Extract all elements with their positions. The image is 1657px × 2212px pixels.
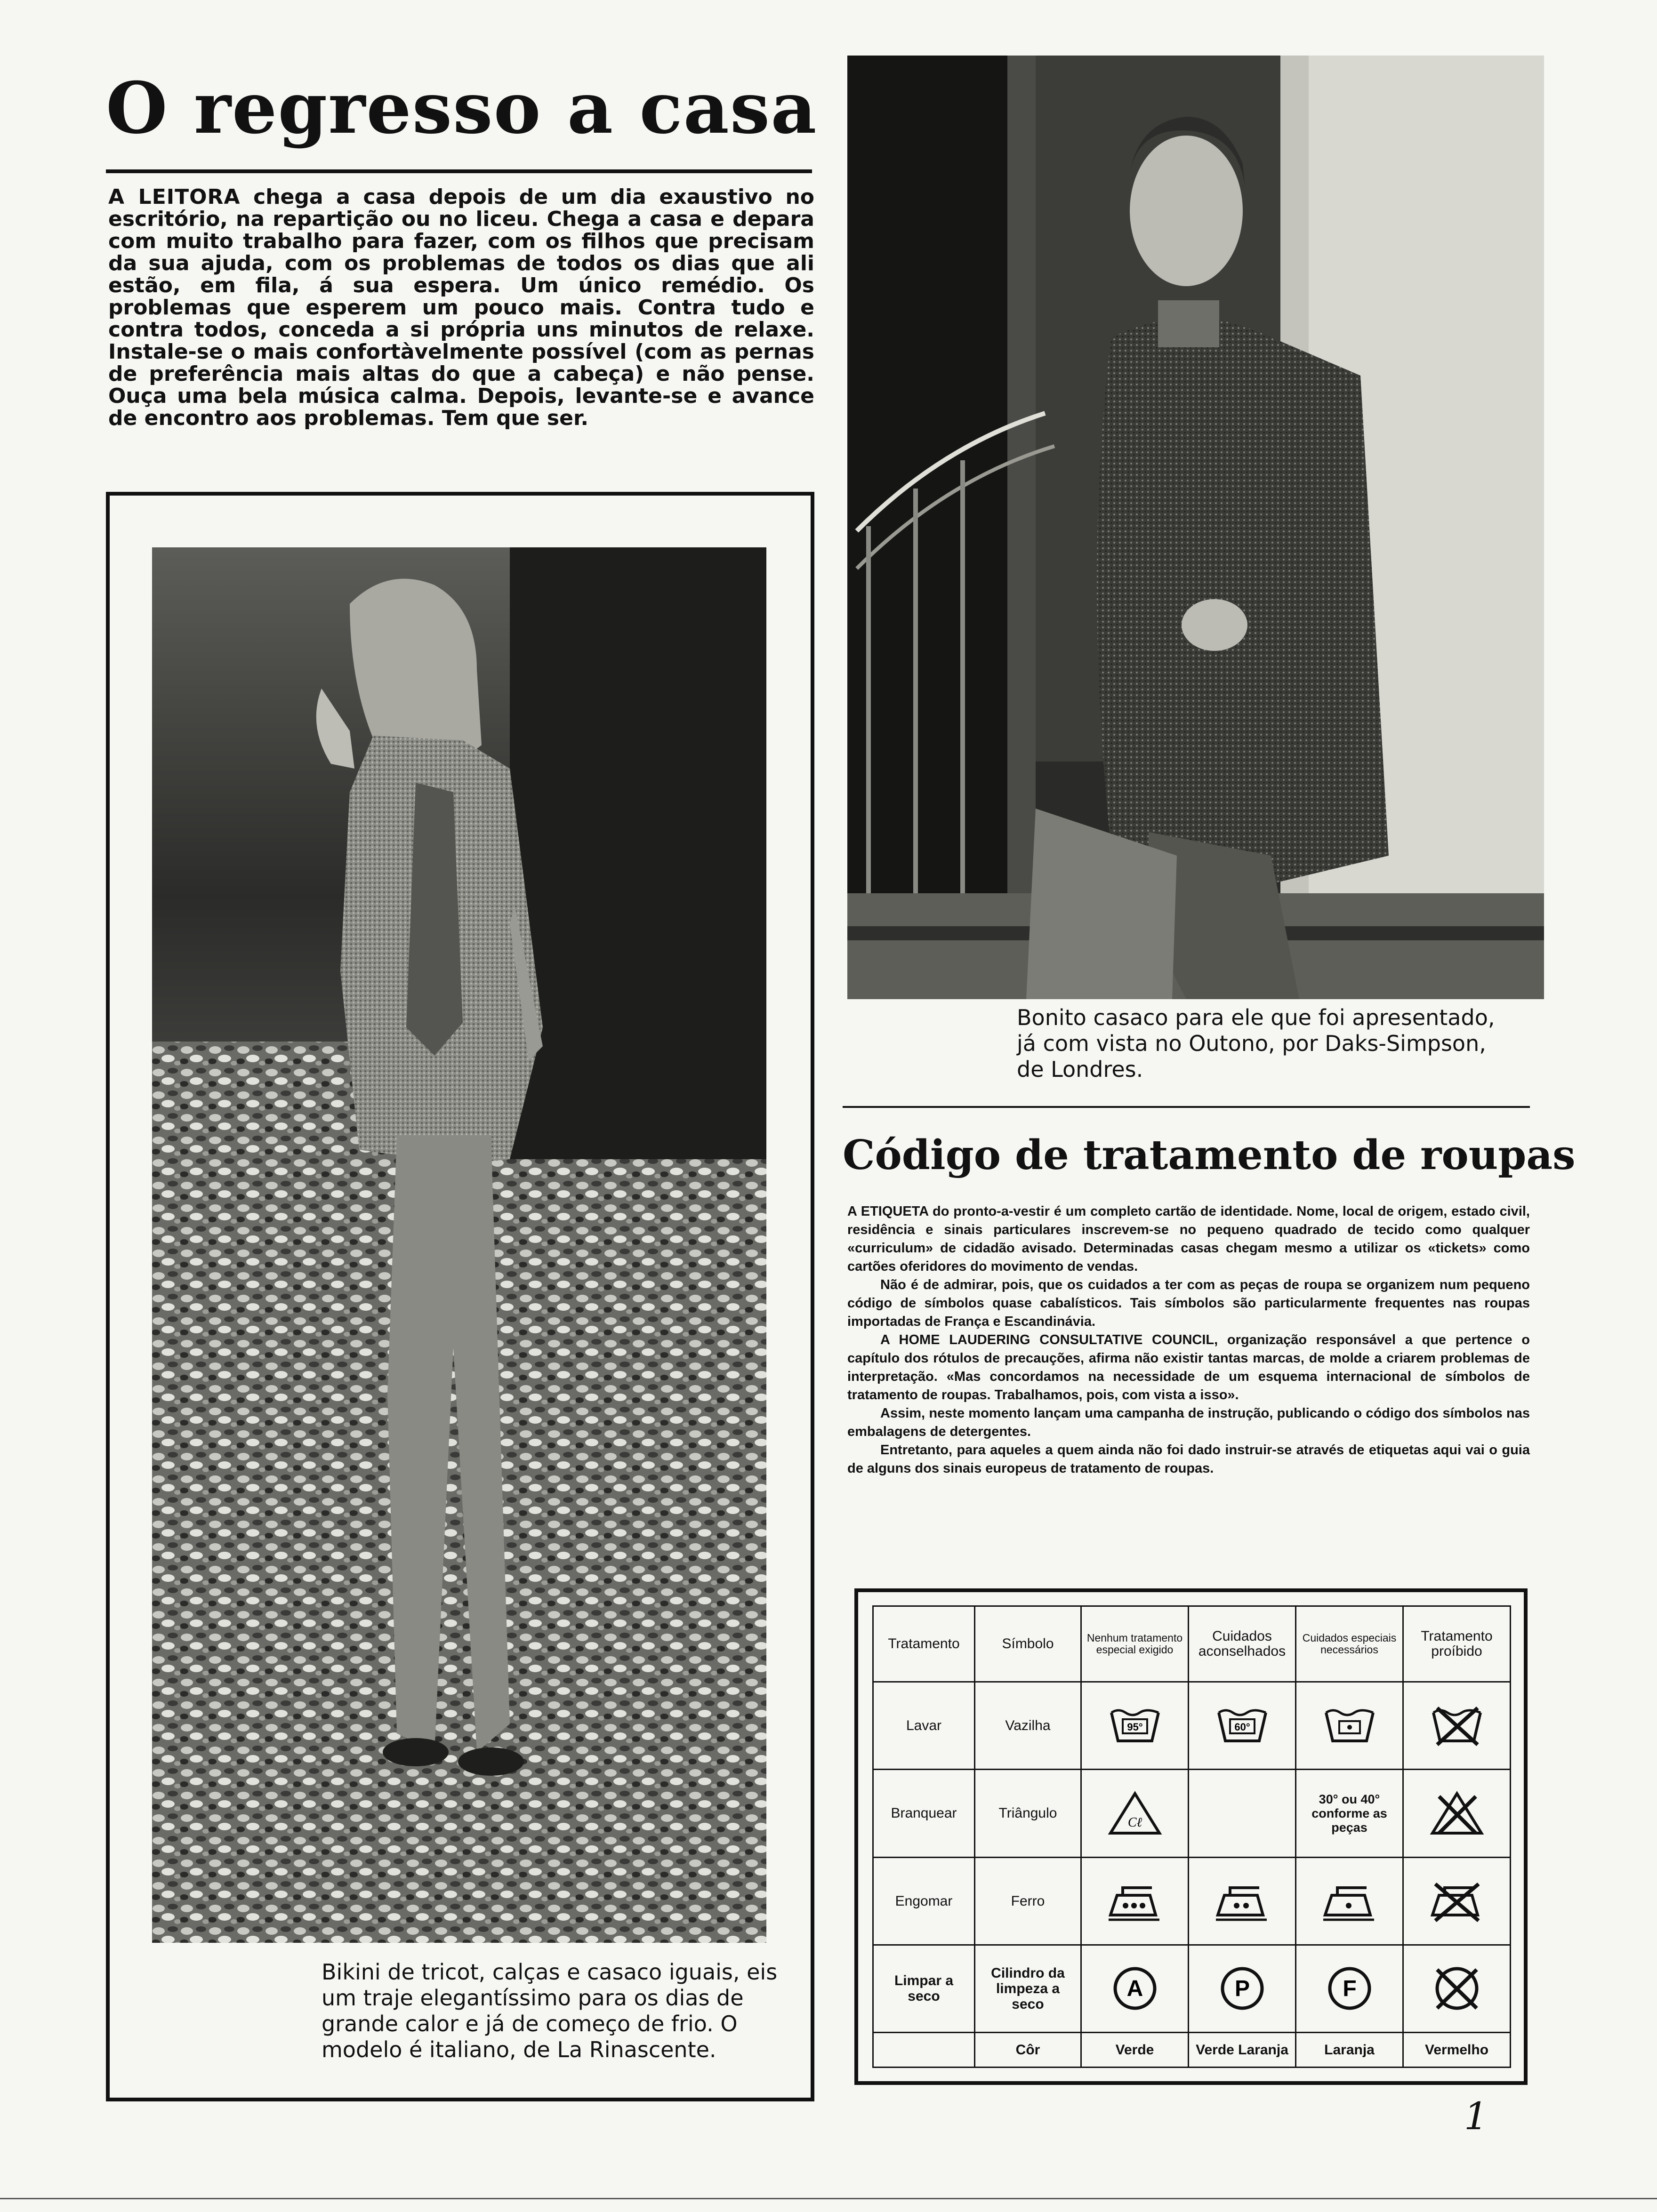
man-photo-caption: Bonito casaco para ele que foi apresentado, já com vista no Outono, por Daks-Simpson, de Londres.: [1017, 1005, 1495, 1082]
care-paragraph: A HOME LAUDERING CONSULTATIVE COUNCIL, organização responsável a que pertence o capítulo dos rótulos de precauções, afirma não existir tantas marcas, de molde a criarem problemas de interpretação. «Mas concordamos na necessidade de um esquema internacional de símbolos de tratamento de roupas. Trabalhamos, pois, com vista a isso».: [847, 1332, 1530, 1403]
intro-paragraph: [108, 186, 814, 429]
color-special: Laranja: [1296, 2033, 1403, 2068]
symbol-ferro: Ferro: [975, 1857, 1081, 1945]
cell-lavar-special: [1296, 1682, 1403, 1770]
cell-limpar-advised: [1189, 1945, 1296, 2032]
table-header-row: [873, 1606, 1511, 1682]
cell-lavar-forbidden: [1403, 1682, 1511, 1770]
treatment-limpar: Limpar a seco: [873, 1945, 975, 2032]
man-photo-image: [847, 56, 1544, 999]
symbol-triangulo: Triângulo: [975, 1770, 1081, 1857]
circle-letter-icon: [1214, 1965, 1271, 2012]
wash-temp-advised: 60°: [1234, 1721, 1250, 1733]
cell-limpar-none: [1081, 1945, 1189, 2032]
cross-out-icon: [1429, 1790, 1485, 1837]
care-paragraph: Assim, neste momento lançam uma campanha de instrução, publicando o código dos símbolos nas embalagens de detergentes.: [847, 1406, 1530, 1439]
header-nenhum: Nenhum tratamento especial exigido: [1081, 1606, 1189, 1682]
cell-cor-empty: [873, 2033, 975, 2068]
table-row: [873, 1857, 1511, 1945]
color-advised: Verde Laranja: [1189, 2033, 1296, 2068]
woman-photo-caption: Bikini de tricot, calças e casaco iguais, eis um traje elegantíssimo para os dias de grande calor e já de começo de frio. O modelo é italiano, de La Rinascente.: [322, 1959, 778, 2062]
symbol-vazilha: Vazilha: [975, 1682, 1081, 1770]
cell-engomar-forbidden: [1403, 1857, 1511, 1945]
dryclean-letter-special: F: [1342, 1976, 1357, 2002]
care-article-title: Código de tratamento de roupas: [843, 1131, 1576, 1179]
page-marker: 1: [1464, 2094, 1488, 2138]
treatment-lavar: Lavar: [873, 1682, 975, 1770]
washtub-icon: [1214, 1702, 1271, 1749]
cell-engomar-advised: [1189, 1857, 1296, 1945]
table-row: [873, 1770, 1511, 1857]
woman-photo-image: [152, 547, 766, 1943]
cell-branquear-none: [1081, 1770, 1189, 1857]
cell-limpar-forbidden: [1403, 1945, 1511, 2032]
bleach-label: Cℓ: [1127, 1815, 1142, 1830]
cell-branquear-special: 30° ou 40° conforme as peças: [1296, 1770, 1403, 1857]
triangle-icon: [1107, 1790, 1163, 1837]
care-symbols-box: [854, 1588, 1528, 2085]
treatment-branquear: Branquear: [873, 1770, 975, 1857]
cell-engomar-none: [1081, 1857, 1189, 1945]
woman-photo-frame: [106, 492, 814, 2101]
table-row: [873, 2033, 1511, 2068]
intro-text: chega a casa depois de um dia exaustivo no escritório, na repartição ou no liceu. Chega a casa e depara com muito trabalho para fazer, com os filhos que precisam da sua ajuda, com os problemas de todos os dias que ali estão, em fila, á sua espera. Um único remédio. Os problemas que esperem um pouco mais. Contra tudo e contra todos, conceda a si própria uns minutos de relaxe. Instale-se o mais confortàvelmente possível (com as pernas de preferência mais altas do que a cabeça) e não pense. Ouça uma bela música calma. Depois, levante-se e avance de encontro aos problemas. Tem que ser.: [108, 185, 815, 430]
iron-icon: [1107, 1877, 1163, 1924]
color-forbidden: Vermelho: [1403, 2033, 1511, 2068]
cell-branquear-forbidden: [1403, 1770, 1511, 1857]
cell-lavar-none: [1081, 1682, 1189, 1770]
intro-lead: A LEITORA: [108, 185, 241, 209]
man-photo: [847, 56, 1544, 999]
cell-limpar-special: [1296, 1945, 1403, 2032]
headline: O regresso a casa: [106, 67, 818, 150]
circle-letter-icon: [1321, 1965, 1378, 2012]
washtub-icon: [1107, 1702, 1163, 1749]
header-tratamento: Tratamento: [873, 1606, 975, 1682]
circle-letter-icon: [1107, 1965, 1163, 2012]
symbol-cilindro: Cilindro da limpeza a seco: [975, 1945, 1081, 2032]
treatment-engomar: Engomar: [873, 1857, 975, 1945]
iron-icon: [1214, 1877, 1271, 1924]
cell-lavar-advised: [1189, 1682, 1296, 1770]
symbol-cor: Côr: [975, 2033, 1081, 2068]
woman-photo: [152, 547, 766, 1943]
table-row: [873, 1682, 1511, 1770]
wash-temp-none: 95°: [1126, 1721, 1143, 1733]
scan-edge-line: [0, 2198, 1657, 2199]
care-paragraph: Entretanto, para aqueles a quem ainda não foi dado instruir-se através de etiquetas aqui vai o guia de alguns dos sinais europeus de tratamento de roupas.: [847, 1443, 1530, 1476]
cell-engomar-special: [1296, 1857, 1403, 1945]
cross-out-icon: [1429, 1702, 1485, 1749]
cross-out-icon: [1429, 1877, 1485, 1924]
washtub-icon: [1321, 1702, 1378, 1749]
table-row: [873, 1945, 1511, 2032]
header-proibido: Tratamento proíbido: [1403, 1606, 1511, 1682]
color-none: Verde: [1081, 2033, 1189, 2068]
header-necessarios: Cuidados especiais necessários: [1296, 1606, 1403, 1682]
headline-rule: [106, 169, 812, 173]
cross-out-icon: [1429, 1965, 1485, 2012]
dryclean-letter-none: A: [1126, 1976, 1143, 2002]
iron-icon: [1321, 1877, 1378, 1924]
dryclean-letter-advised: P: [1234, 1976, 1250, 2002]
care-symbols-table: [872, 1605, 1511, 2068]
section-rule: [843, 1106, 1530, 1108]
care-paragraph: A ETIQUETA do pronto-a-vestir é um completo cartão de identidade. Nome, local de origem, estado civil, residência e sinais particulares inscrevem-se no pequeno quadrado de tecido como qualquer «curriculum» de cidadão avisado. Determinadas casas chegam mesmo a utilizar os «tickets» como cartões oferidores do movimento de vendas.: [847, 1204, 1530, 1274]
care-article-body: [847, 1202, 1530, 1478]
header-aconselhados: Cuidados aconselhados: [1189, 1606, 1296, 1682]
header-simbolo: Símbolo: [975, 1606, 1081, 1682]
care-paragraph: Não é de admirar, pois, que os cuidados a ter com as peças de roupa se organizem num pequeno código de símbolos quase cabalísticos. Tais símbolos são particularmente frequentes nas roupas importadas de França e Escandinávia.: [847, 1277, 1530, 1329]
cell-branquear-advised: [1189, 1770, 1296, 1857]
